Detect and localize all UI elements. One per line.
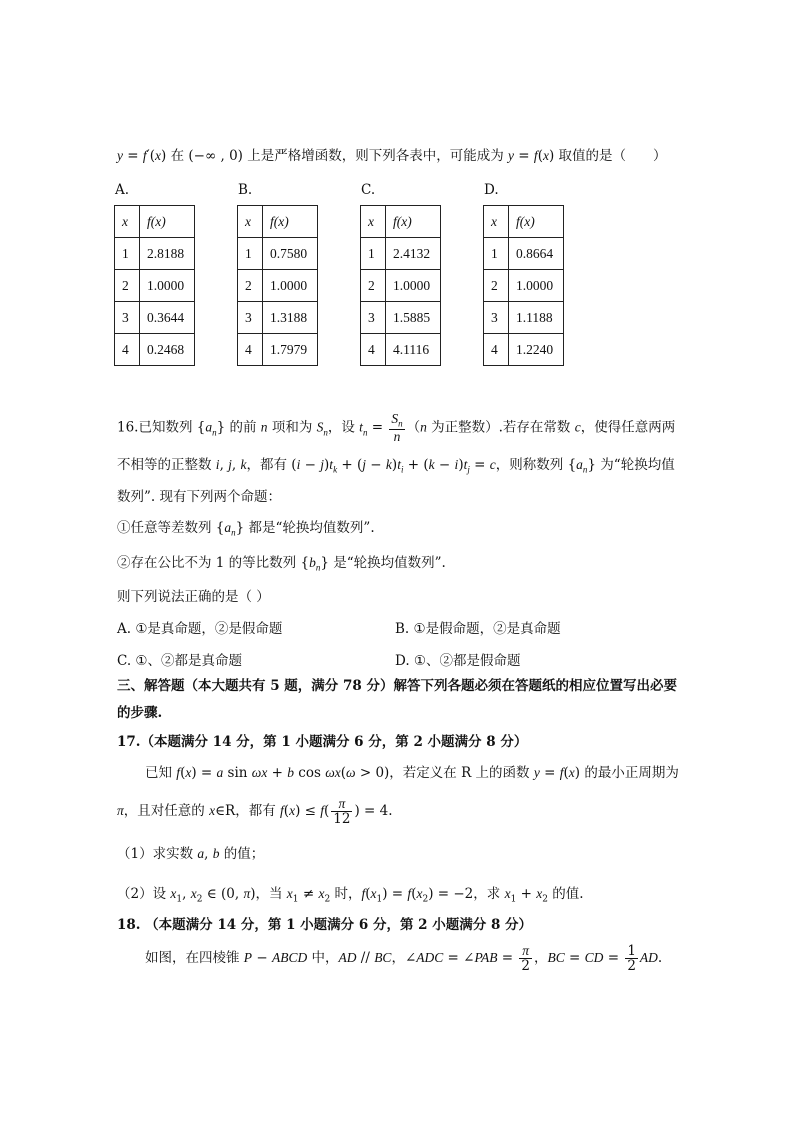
q16-choice-d: D. ①、②都是假命题 xyxy=(395,653,521,669)
q17-line1: 已知 f(x) = a sin ωx + b cos ωx(ω > 0)，若定义在 R 上的函数 y = f(x) 的最小正周期为 xyxy=(145,765,679,781)
table-header-x: x xyxy=(115,206,140,238)
table-header-fx: f(x) xyxy=(263,206,318,238)
q15-table-a xyxy=(114,205,195,366)
table-row xyxy=(115,270,195,302)
table-row xyxy=(238,270,318,302)
q17-part2: （2）设 $x_1$, $x_2$ ∈ (0, π)，当 $x_1 \ne x_2$ 时，$f(x_1) = f(x_2) = -2$，求 $x_1 + x_2$ 的值. xyxy=(117,886,584,905)
table-cell-x: 1 xyxy=(361,238,386,270)
table-cell-x: 1 xyxy=(484,238,509,270)
table-cell-x: 2 xyxy=(484,270,509,302)
table-header-row xyxy=(361,206,441,238)
table-row xyxy=(238,302,318,334)
table-cell-x: 3 xyxy=(115,302,140,334)
table-row xyxy=(361,270,441,302)
table-cell-fx: 2.8188 xyxy=(140,238,195,270)
q16-choice-c: C. ①、②都是真命题 xyxy=(117,653,243,669)
q16-line1: 16.已知数列 $\{a_n\}$ 的前 n 项和为 $S_n$，设 $t_n$ = $\frac{S_n}{n}$ （n 为正整数）.若存在常数 c，使得任意两两 xyxy=(117,411,676,445)
table-cell-x: 4 xyxy=(238,334,263,366)
table-row xyxy=(484,238,564,270)
table-cell-x: 2 xyxy=(361,270,386,302)
q17-line2: π，且对任意的 x∈R，都有 f(x) ≤ f( $\frac{\pi}{12}$ ) = 4. xyxy=(117,796,393,828)
table-cell-x: 2 xyxy=(238,270,263,302)
table-row xyxy=(115,334,195,366)
table-cell-x: 3 xyxy=(484,302,509,334)
q15-stem: y = f′(x) 在 (−∞ , 0) 上是严格增函数，则下列各表中，可能成为 y = f(x) 取值的是（ ） xyxy=(117,148,667,164)
q16-line2: 不相等的正整数 i, j, k，都有 $(i - j)t_k + (j - k)t_i + (k - i)t_j = c$，则称数列 $\{a_n\}$ 为“轮换均值 xyxy=(117,457,675,475)
section3-line1: 三、解答题（本大题共有 5 题，满分 78 分）解答下列各题必须在答题纸的相应位置写出必要 xyxy=(117,678,677,694)
q18-line1: 如图，在四棱锥 P − ABCD 中，AD // BC，∠ADC = ∠PAB = $\frac{\pi}{2}$ ，BC = CD = $\frac{1}{2}$ AD. xyxy=(145,943,663,975)
table-cell-fx: 0.7580 xyxy=(263,238,318,270)
table-row xyxy=(484,270,564,302)
q15-table-b xyxy=(237,205,318,366)
table-cell-x: 1 xyxy=(115,238,140,270)
q18-header: 18. （本题满分 14 分，第 1 小题满分 6 分，第 2 小题满分 8 分） xyxy=(117,917,533,933)
table-row xyxy=(115,302,195,334)
q16-ask: 则下列说法正确的是（ ） xyxy=(117,589,270,605)
table-cell-x: 2 xyxy=(115,270,140,302)
table-header-row xyxy=(115,206,195,238)
table-header-x: x xyxy=(361,206,386,238)
table-cell-fx: 1.2240 xyxy=(509,334,564,366)
q17-part1: （1）求实数 a, b 的值； xyxy=(117,846,265,862)
table-row xyxy=(361,334,441,366)
table-row xyxy=(484,302,564,334)
table-header-x: x xyxy=(484,206,509,238)
table-row xyxy=(238,238,318,270)
q17-header: 17.（本题满分 14 分，第 1 小题满分 6 分，第 2 小题满分 8 分） xyxy=(117,734,528,750)
table-cell-fx: 0.2468 xyxy=(140,334,195,366)
table-cell-x: 3 xyxy=(238,302,263,334)
table-cell-fx: 1.0000 xyxy=(386,270,441,302)
table-cell-fx: 1.5885 xyxy=(386,302,441,334)
table-header-fx: f(x) xyxy=(386,206,441,238)
table-cell-fx: 2.4132 xyxy=(386,238,441,270)
q15-option-b-label: B. xyxy=(238,182,253,198)
q16-choice-a: A. ①是真命题，②是假命题 xyxy=(117,621,283,637)
q16-prop1: ①任意等差数列 $\{a_n\}$ 都是“轮换均值数列”. xyxy=(117,520,375,538)
q16-line3: 数列”. 现有下列两个命题： xyxy=(117,489,281,505)
table-row xyxy=(484,334,564,366)
table-header-x: x xyxy=(238,206,263,238)
table-header-fx: f(x) xyxy=(140,206,195,238)
table-row xyxy=(238,334,318,366)
table-header-fx: f(x) xyxy=(509,206,564,238)
q15-option-a-label: A. xyxy=(115,182,130,198)
q16-prop2: ②存在公比不为 1 的等比数列 $\{b_n\}$ 是“轮换均值数列”. xyxy=(117,555,446,573)
section3-line2: 的步骤. xyxy=(117,705,163,721)
q15-option-c-label: C. xyxy=(361,182,376,198)
table-header-row xyxy=(484,206,564,238)
table-row xyxy=(361,238,441,270)
q15-table-d xyxy=(483,205,564,366)
table-cell-fx: 1.1188 xyxy=(509,302,564,334)
table-row xyxy=(115,238,195,270)
table-header-row xyxy=(238,206,318,238)
table-cell-fx: 0.3644 xyxy=(140,302,195,334)
table-cell-x: 4 xyxy=(115,334,140,366)
table-cell-fx: 1.0000 xyxy=(140,270,195,302)
table-cell-x: 4 xyxy=(361,334,386,366)
table-cell-fx: 1.3188 xyxy=(263,302,318,334)
table-cell-x: 4 xyxy=(484,334,509,366)
table-cell-fx: 4.1116 xyxy=(386,334,441,366)
q16-choice-b: B. ①是假命题，②是真命题 xyxy=(395,621,561,637)
table-cell-fx: 1.0000 xyxy=(263,270,318,302)
table-cell-x: 3 xyxy=(361,302,386,334)
table-row xyxy=(361,302,441,334)
q15-option-d-label: D. xyxy=(484,182,499,198)
table-cell-fx: 1.7979 xyxy=(263,334,318,366)
table-cell-x: 1 xyxy=(238,238,263,270)
q15-table-c xyxy=(360,205,441,366)
table-cell-fx: 1.0000 xyxy=(509,270,564,302)
table-cell-fx: 0.8664 xyxy=(509,238,564,270)
